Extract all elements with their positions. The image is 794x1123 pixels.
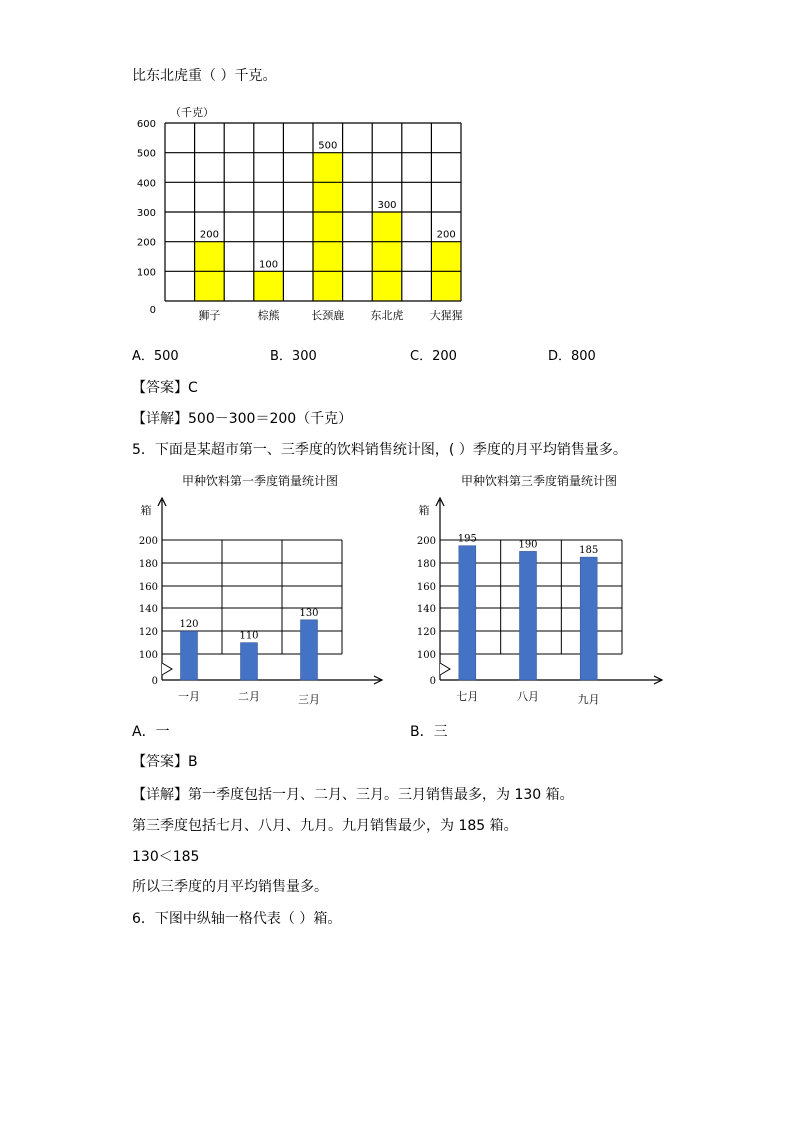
x-tick-label: 棕熊 [257,309,280,322]
q4-answer: 【答案】C [132,380,198,396]
x-tick-label: 东北虎 [370,309,404,322]
data-label: 300 [377,200,397,211]
q4-option-c: C．200 [410,349,457,364]
y-axis-unit: 箱 [418,504,430,517]
data-label: 200 [199,229,219,241]
y-tick-label: 120 [138,627,158,638]
y-tick-label: 100 [416,650,436,661]
x-tick-label: 狮子 [198,309,221,322]
q4-option-d: D．800 [548,349,596,364]
x-tick-label: 九月 [577,693,600,706]
y-axis-unit: （千克） [170,106,214,119]
data-label: 195 [457,533,477,545]
y-tick-label: 600 [136,119,156,130]
y-tick-label: 100 [138,650,158,661]
q5-explain-1: 【详解】第一季度包括一月、二月、三月。三月销售最多，为 130 箱。 [132,787,574,803]
bar-二月 [241,643,258,680]
q5-answer: 【答案】B [132,754,198,770]
q4-stem-tail: 比东北虎重（ ）千克。 [132,68,277,84]
data-label: 130 [299,607,319,619]
data-label: 110 [239,630,259,642]
q3-sales-chart [408,470,678,710]
y-tick-label: 120 [416,627,436,638]
q5-explain-3: 130＜185 [132,849,200,865]
x-tick-label: 八月 [517,690,539,703]
q4-explain: 【详解】500－300＝200（千克） [132,411,353,427]
y-tick-label: 140 [416,604,436,615]
x-tick-label: 三月 [298,693,320,706]
bar-东北虎 [372,212,402,301]
q4-option-a: A．500 [132,349,179,364]
data-label: 500 [318,140,338,152]
data-label: 190 [518,539,538,551]
y-tick-label: 200 [416,536,436,547]
animal-weight-chart [130,100,490,330]
y-tick-label: 200 [136,237,156,249]
q5-explain-2: 第三季度包括七月、八月、九月。九月销售最少，为 185 箱。 [132,818,518,834]
chart-title: 甲种饮料第三季度销量统计图 [460,474,618,488]
q1-sales-chart [130,470,390,710]
q5-explain-4: 所以三季度的月平均销售量多。 [132,879,328,895]
x-tick-label: 二月 [238,690,260,703]
q4-option-b: B．300 [270,349,317,364]
axis-break [162,663,172,675]
data-label: 120 [179,619,199,631]
data-label: 185 [579,545,599,557]
bar-三月 [301,620,318,680]
bar-一月 [181,631,198,680]
q6-stem: 6．下图中纵轴一格代表（ ）箱。 [132,911,342,927]
y-axis-unit: 箱 [140,504,152,517]
y-tick-label: 140 [138,604,158,615]
bar-长颈鹿 [313,153,343,301]
y-tick-label: 300 [136,208,156,219]
y-tick-label: 180 [138,559,158,570]
y-tick-label: 0 [151,676,158,687]
x-tick-label: 七月 [456,690,479,703]
y-tick-label: 400 [136,178,156,190]
y-tick-label: 160 [416,582,436,593]
y-tick-label: 0 [429,676,436,687]
q5-stem: 5．下面是某超市第一、三季度的饮料销售统计图，( ）季度的月平均销售量多。 [132,442,627,458]
y-tick-label: 200 [138,536,158,547]
bar-九月 [580,557,597,680]
q5-option-b: B．三 [410,724,448,740]
y-tick-label: 500 [136,148,156,160]
q5-option-a: A．一 [132,724,170,740]
y-tick-label: 100 [136,267,156,279]
bar-八月 [520,551,537,680]
y-tick-label: 160 [138,582,158,593]
axis-break [440,663,450,675]
x-tick-label: 一月 [178,690,200,703]
data-label: 100 [259,259,279,271]
x-tick-label: 长颈鹿 [311,309,345,322]
x-tick-label: 大猩猩 [429,309,463,322]
bar-七月 [459,546,476,680]
y-tick-label: 180 [416,559,436,570]
chart-title: 甲种饮料第一季度销量统计图 [181,474,339,488]
data-label: 200 [436,229,456,241]
y-tick-label: 0 [149,305,156,316]
bar-棕熊 [254,271,284,301]
